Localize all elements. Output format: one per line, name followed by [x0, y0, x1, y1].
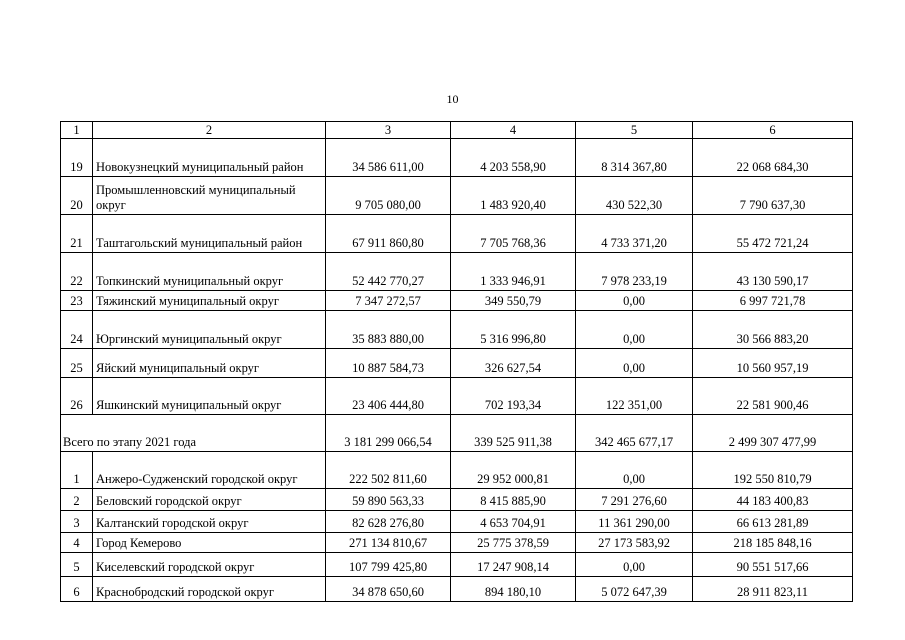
table-row	[61, 533, 853, 553]
total-col4: 339 525 911,38	[451, 415, 576, 452]
header-cell: 5	[576, 122, 693, 139]
header-cell: 2	[93, 122, 326, 139]
municipality-name: Тяжинский муниципальный округ	[93, 291, 326, 311]
value-col6: 7 790 637,30	[693, 177, 853, 215]
municipality-name: Юргинский муниципальный округ	[93, 311, 326, 349]
municipality-name: Таштагольский муниципальный район	[93, 215, 326, 253]
value-col3: 35 883 880,00	[326, 311, 451, 349]
value-col4: 1 483 920,40	[451, 177, 576, 215]
value-col4: 17 247 908,14	[451, 553, 576, 577]
table-row	[61, 489, 853, 511]
table-row	[61, 452, 853, 489]
value-col4: 894 180,10	[451, 577, 576, 602]
municipality-name: Краснобродский городской округ	[93, 577, 326, 602]
value-col6: 90 551 517,66	[693, 553, 853, 577]
row-number: 5	[61, 553, 93, 577]
row-number: 26	[61, 378, 93, 415]
municipality-name: Калтанский городской округ	[93, 511, 326, 533]
row-number: 19	[61, 139, 93, 177]
value-col4: 326 627,54	[451, 349, 576, 378]
total-col6: 2 499 307 477,99	[693, 415, 853, 452]
budget-table	[60, 121, 853, 602]
value-col6: 10 560 957,19	[693, 349, 853, 378]
table-row	[61, 553, 853, 577]
value-col6: 28 911 823,11	[693, 577, 853, 602]
value-col5: 7 978 233,19	[576, 253, 693, 291]
value-col6: 55 472 721,24	[693, 215, 853, 253]
value-col5: 4 733 371,20	[576, 215, 693, 253]
value-col3: 59 890 563,33	[326, 489, 451, 511]
table-row	[61, 577, 853, 602]
value-col4: 4 653 704,91	[451, 511, 576, 533]
value-col5: 7 291 276,60	[576, 489, 693, 511]
header-cell: 4	[451, 122, 576, 139]
row-number: 1	[61, 452, 93, 489]
table-header-row	[61, 122, 853, 139]
value-col3: 10 887 584,73	[326, 349, 451, 378]
row-number: 25	[61, 349, 93, 378]
total-col5: 342 465 677,17	[576, 415, 693, 452]
table-row	[61, 378, 853, 415]
header-cell: 3	[326, 122, 451, 139]
table-row	[61, 215, 853, 253]
municipality-name: Анжеро-Судженский городской округ	[93, 452, 326, 489]
value-col3: 34 586 611,00	[326, 139, 451, 177]
row-number: 23	[61, 291, 93, 311]
row-number: 4	[61, 533, 93, 553]
total-label: Всего по этапу 2021 года	[61, 415, 326, 452]
value-col5: 430 522,30	[576, 177, 693, 215]
row-number: 6	[61, 577, 93, 602]
value-col5: 0,00	[576, 553, 693, 577]
value-col3: 82 628 276,80	[326, 511, 451, 533]
value-col6: 218 185 848,16	[693, 533, 853, 553]
value-col4: 8 415 885,90	[451, 489, 576, 511]
row-number: 3	[61, 511, 93, 533]
table-row	[61, 253, 853, 291]
value-col4: 5 316 996,80	[451, 311, 576, 349]
total-col3: 3 181 299 066,54	[326, 415, 451, 452]
value-col4: 7 705 768,36	[451, 215, 576, 253]
value-col6: 44 183 400,83	[693, 489, 853, 511]
value-col6: 192 550 810,79	[693, 452, 853, 489]
value-col3: 67 911 860,80	[326, 215, 451, 253]
value-col3: 52 442 770,27	[326, 253, 451, 291]
value-col3: 34 878 650,60	[326, 577, 451, 602]
header-cell: 1	[61, 122, 93, 139]
value-col5: 122 351,00	[576, 378, 693, 415]
value-col6: 43 130 590,17	[693, 253, 853, 291]
value-col6: 66 613 281,89	[693, 511, 853, 533]
value-col6: 30 566 883,20	[693, 311, 853, 349]
value-col5: 11 361 290,00	[576, 511, 693, 533]
value-col3: 107 799 425,80	[326, 553, 451, 577]
table-row	[61, 177, 853, 215]
value-col5: 0,00	[576, 291, 693, 311]
total-row	[61, 415, 853, 452]
value-col4: 25 775 378,59	[451, 533, 576, 553]
value-col4: 702 193,34	[451, 378, 576, 415]
value-col5: 27 173 583,92	[576, 533, 693, 553]
municipality-name: Яшкинский муниципальный округ	[93, 378, 326, 415]
municipality-name: Новокузнецкий муниципальный район	[93, 139, 326, 177]
value-col5: 5 072 647,39	[576, 577, 693, 602]
row-number: 20	[61, 177, 93, 215]
value-col4: 29 952 000,81	[451, 452, 576, 489]
value-col3: 7 347 272,57	[326, 291, 451, 311]
value-col4: 4 203 558,90	[451, 139, 576, 177]
value-col6: 22 068 684,30	[693, 139, 853, 177]
value-col6: 6 997 721,78	[693, 291, 853, 311]
value-col3: 9 705 080,00	[326, 177, 451, 215]
municipality-name: Промышленновский муниципальный округ	[93, 177, 326, 215]
municipality-name: Беловский городской округ	[93, 489, 326, 511]
table-row	[61, 511, 853, 533]
municipality-name: Город Кемерово	[93, 533, 326, 553]
value-col3: 23 406 444,80	[326, 378, 451, 415]
table-row	[61, 311, 853, 349]
value-col6: 22 581 900,46	[693, 378, 853, 415]
row-number: 21	[61, 215, 93, 253]
value-col5: 8 314 367,80	[576, 139, 693, 177]
table-row	[61, 349, 853, 378]
value-col4: 1 333 946,91	[451, 253, 576, 291]
municipality-name: Яйский муниципальный округ	[93, 349, 326, 378]
value-col5: 0,00	[576, 349, 693, 378]
municipality-name: Киселевский городской округ	[93, 553, 326, 577]
page-number: 10	[446, 92, 459, 106]
row-number: 24	[61, 311, 93, 349]
row-number: 2	[61, 489, 93, 511]
value-col5: 0,00	[576, 311, 693, 349]
table-row	[61, 291, 853, 311]
value-col4: 349 550,79	[451, 291, 576, 311]
value-col3: 222 502 811,60	[326, 452, 451, 489]
table-row	[61, 139, 853, 177]
municipality-name: Топкинский муниципальный округ	[93, 253, 326, 291]
row-number: 22	[61, 253, 93, 291]
value-col3: 271 134 810,67	[326, 533, 451, 553]
value-col5: 0,00	[576, 452, 693, 489]
header-cell: 6	[693, 122, 853, 139]
